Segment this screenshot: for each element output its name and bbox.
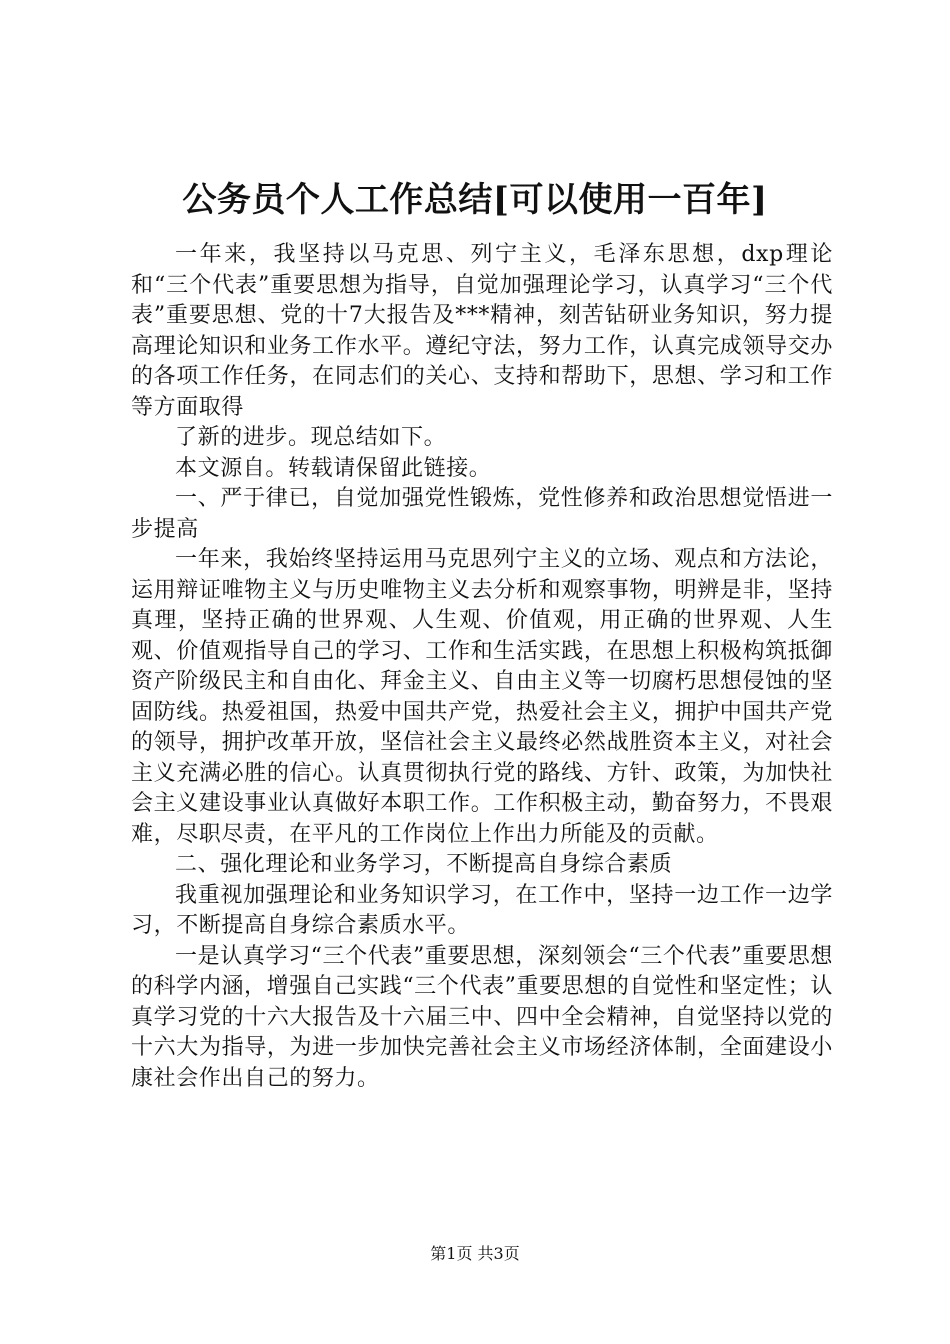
paragraph-intro: 一年来，我坚持以马克思、列宁主义，毛泽东思想，dxp理论和“三个代表”重要思想为指导，自觉加强理论学习，认真学习“三个代表”重要思想、党的十7大报告及***精神，刻苦钻研业务知识，努力提高理论知识和业务工作水平。遵纪守法，努力工作，认真完成领导交办的各项工作任务，在同志们的关心、支持和帮助下，思想、学习和工作等方面取得 bbox=[131, 242, 833, 420]
page-footer: 第1页 共3页 bbox=[430, 1244, 520, 1263]
paragraph-intro-continued: 了新的进步。现总结如下。 bbox=[175, 425, 447, 450]
paragraph-section-1: 一年来，我始终坚持运用马克思列宁主义的立场、观点和方法论，运用辩证唯物主义与历史唯物主义去分析和观察事物，明辨是非，坚持真理，坚持正确的世界观、人生观、价值观，用正确的世界观、人生观、价值观指导自己的学习、工作和生活实践，在思想上积极构筑抵御资产阶级民主和自由化、拜金主义、自由主义等一切腐朽思想侵蚀的坚固防线。热爱祖国，热爱中国共产党，热爱社会主义，拥护中国共产党的领导，拥护改革开放，坚信社会主义最终必然战胜资本主义，对社会主义充满必胜的信心。认真贯彻执行党的路线、方针、政策，为加快社会主义建设事业认真做好本职工作。工作积极主动，勤奋努力，不畏艰难，尽职尽责，在平凡的工作岗位上作出力所能及的贡献。 bbox=[131, 547, 833, 847]
section-heading-1: 一、严于律已，自觉加强党性锻炼，党性修养和政治思想觉悟进一步提高 bbox=[131, 486, 833, 542]
paragraph-source-note: 本文源自。转载请保留此链接。 bbox=[175, 455, 492, 481]
paragraph-section-2-point-1: 一是认真学习“三个代表”重要思想，深刻领会“三个代表”重要思想的科学内涵，增强自己实践“三个代表”重要思想的自觉性和坚定性；认真学习党的十六大报告及十六届三中、四中全会精神，自觉坚持以党的十六大为指导，为进一步加快完善社会主义市场经济体制，全面建设小康社会作出自己的努力。 bbox=[131, 943, 833, 1091]
document-title: 公务员个人工作总结[可以使用一百年] bbox=[182, 180, 768, 220]
paragraph-section-2: 我重视加强理论和业务知识学习，在工作中，坚持一边工作一边学习，不断提高自身综合素质水平。 bbox=[131, 882, 833, 938]
document-body bbox=[131, 240, 833, 1094]
section-heading-2: 二、强化理论和业务学习，不断提高自身综合素质 bbox=[175, 852, 673, 877]
